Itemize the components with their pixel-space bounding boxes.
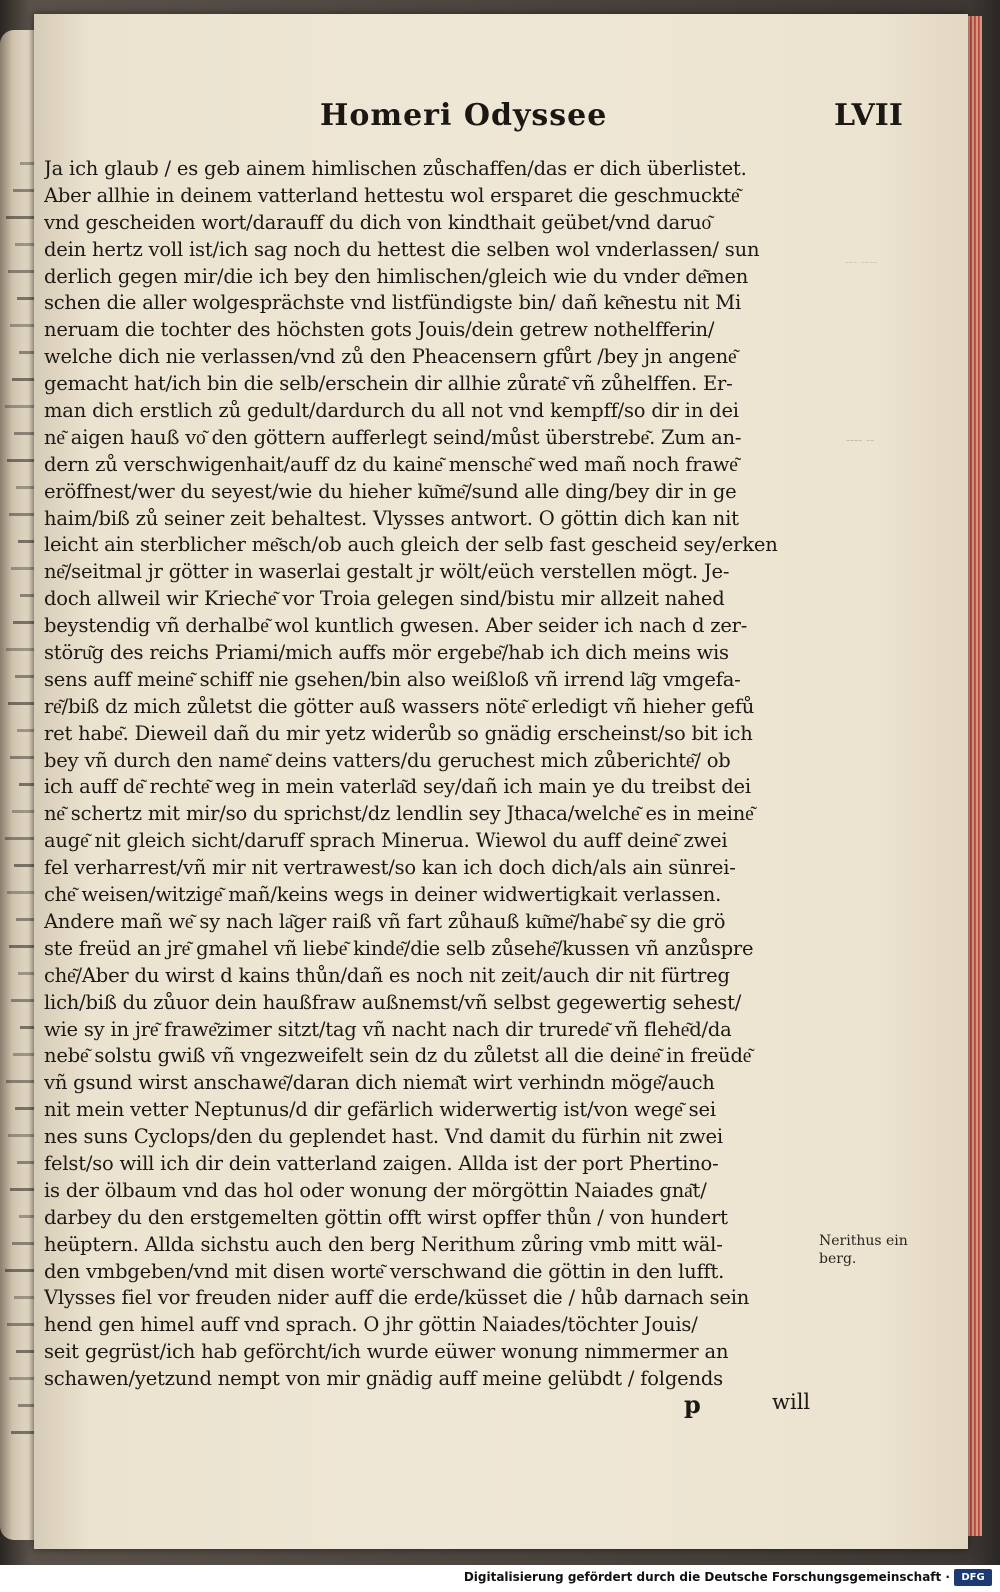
text-line: welche dich nie verlassen/vnd zů den Pheacensern gfůrt /bey jn angene͂ <box>44 345 737 369</box>
text-line: schen die aller wolgesprächste vnd listfündigste bin/ dañ ke͂nestu nit Mi <box>44 291 741 315</box>
facing-page-line <box>17 729 34 732</box>
facing-page-line <box>9 1377 34 1380</box>
text-line: ne͂/seitmal jr götter in waserlai gestalt jr wölt/eüch verstellen mögt. Je- <box>44 560 730 584</box>
text-line: den vmbgeben/vnd mit disen worte͂ verschwand die göttin in den lufft. <box>44 1259 725 1283</box>
catchword: will <box>772 1390 811 1414</box>
text-line: Vlysses fiel vor freuden nider auff die erde/küsset die / hůb darnach sein <box>44 1286 750 1310</box>
text-line: dein hertz voll ist/ich sag noch du hettest die selben wol vnderlassen/ sun <box>44 237 760 261</box>
text-line: nes suns Cyclops/den du geplendet hast. Vnd damit du fürhin nit zwei <box>44 1125 723 1149</box>
facing-page-line <box>6 216 34 219</box>
text-line: hend gen himel auff vnd sprach. O jhr göttin Naiades/töchter Jouis/ <box>44 1313 698 1337</box>
facing-page-line <box>14 1296 34 1299</box>
footer-bar <box>0 1565 1000 1592</box>
facing-page-line <box>19 783 34 786</box>
catchword-row <box>44 1390 834 1420</box>
facing-page-line <box>20 1026 34 1029</box>
facing-page-line <box>6 648 34 651</box>
text-column <box>44 156 834 1393</box>
facing-page-line <box>7 891 34 894</box>
text-line: störu͂g des reichs Priami/mich auffs mör ergebe͂/hab ich dich meins wis <box>44 641 729 665</box>
facing-page-line <box>10 1188 34 1191</box>
text-line: man dich erstlich zů gedult/dardurch du all not vnd kempff/so dir in dei <box>44 399 739 423</box>
text-line: auge͂ nit gleich sicht/daruff sprach Minerua. Wiewol du auff deine͂ zwei <box>44 829 728 853</box>
facing-page-line <box>10 756 34 759</box>
gloss-line: Nerithus ein <box>819 1233 908 1249</box>
text-line: bey vñ durch den name͂ deins vatters/du geruchest mich zůberichte͂/ ob <box>44 748 731 772</box>
facing-page-line <box>8 270 34 273</box>
facing-page-line <box>18 972 34 975</box>
text-line: seit gegrüst/ich hab geförcht/ich wurde eüwer wonung nimmermer an <box>44 1340 729 1364</box>
facing-page-line <box>8 702 34 705</box>
facing-page-line <box>18 1404 34 1407</box>
facing-page-line <box>6 1080 34 1083</box>
text-line: felst/so will ich dir dein vatterland zaigen. Allda ist der port Phertino- <box>44 1151 719 1175</box>
text-line: ste freüd an jre͂ gmahel vñ liebe͂ kinde͂/die selb zůsehe͂/kussen vñ anzůspre <box>44 936 754 960</box>
text-line: beystendig vñ derhalbe͂ wol kuntlich gwesen. Aber seider ich nach d zer- <box>44 614 748 638</box>
text-line: doch allweil wir Krieche͂ vor Troia gelegen sind/bistu mir allzeit nahed <box>44 587 725 611</box>
facing-page-line <box>13 1053 34 1056</box>
facing-page-line <box>19 351 34 354</box>
facing-page-line <box>15 1107 34 1110</box>
dfg-logo: DFG <box>954 1569 992 1586</box>
facing-page-line <box>9 513 34 516</box>
bleed-through-marks: ‐‐‐ ‐‐‐‐ <box>845 255 878 269</box>
book-page <box>34 14 968 1549</box>
text-line: is der ölbaum vnd das hol oder wonung der mörgöttin Naiades gna͂t/ <box>44 1178 707 1202</box>
text-line: derlich gegen mir/die ich bey den himlischen/gleich wie du vnder de͂men <box>44 264 749 288</box>
facing-page-line <box>16 918 34 921</box>
facing-page-line <box>13 621 34 624</box>
facing-page-line <box>8 1134 34 1137</box>
bleed-through-gloss: ‐‐‐‐ ‐‐ <box>846 433 875 447</box>
text-line: heüptern. Allda sichstu auch den berg Nerithum zůring vmb mitt wäl- <box>44 1232 723 1256</box>
facing-page-line <box>17 1161 34 1164</box>
facing-page-line <box>9 945 34 948</box>
text-line: lich/biß du zůuor dein haußfraw außnemst/vñ selbst gegewertig sehest/ <box>44 990 742 1014</box>
facing-page-line <box>12 378 34 381</box>
facing-page-line <box>17 297 34 300</box>
text-line: Ja ich glaub / es geb ainem himlischen zůschaffen/das er dich überlistet. <box>44 157 747 180</box>
facing-page-line <box>10 324 34 327</box>
text-line: che͂/Aber du wirst d kains thůn/dañ es noch nit zeit/auch dir nit fürtreg <box>44 963 730 987</box>
text-line: vñ gsund wirst anschawe͂/daran dich niema͂t wirt verhindn möge͂/auch <box>44 1071 715 1095</box>
facing-page-line <box>15 675 34 678</box>
text-line: nebe͂ solstu gwiß vñ vngezweifelt sein dz du zůletst all die deine͂ in freüde͂ <box>44 1044 752 1068</box>
folio-number: LVII <box>834 98 903 133</box>
signature-mark: p <box>684 1390 701 1419</box>
facing-page-line <box>11 567 34 570</box>
text-line: haim/biß zů seiner zeit behaltest. Vlysses antwort. O göttin dich kan nit <box>44 506 739 530</box>
page-header <box>34 98 968 142</box>
facing-page-line <box>11 999 34 1002</box>
text-line: ne͂ aigen hauß vo͂ den göttern aufferlegt seind/můst überstrebe͂. Zum an- <box>44 425 742 449</box>
facing-page-line <box>20 594 34 597</box>
facing-page-line <box>14 864 34 867</box>
gloss-line: berg. <box>819 1251 857 1267</box>
facing-page-line <box>5 837 34 840</box>
margin-gloss-nerithus <box>819 1232 908 1268</box>
text-line: vnd gescheiden wort/darauff du dich von kindthait geübet/vnd daruo͂ <box>44 210 712 234</box>
text-line: sens auff meine͂ schiff nie gsehen/bin also weißloß vñ irrend la͂g vmgefa- <box>44 667 741 691</box>
text-line: che͂ weisen/witzige͂ mañ/keins wegs in deiner widwertigkait verlassen. <box>44 883 722 907</box>
text-line: darbey du den erstgemelten göttin offt wirst opffer thůn / von hundert <box>44 1205 728 1229</box>
facing-page-line <box>16 1350 34 1353</box>
facing-page-line <box>19 1215 34 1218</box>
facing-page-fragment <box>0 30 36 1540</box>
facing-page-line <box>5 405 34 408</box>
facing-page-line <box>11 1431 34 1434</box>
facing-page-line <box>15 243 34 246</box>
facing-page-line <box>16 486 34 489</box>
facing-page-line <box>14 432 34 435</box>
facing-page-line <box>13 189 34 192</box>
text-line: re͂/biß dz mich zůletst die götter auß wassers nöte͂ erledigt vñ hieher gefů <box>44 694 755 718</box>
facing-page-line <box>5 1269 34 1272</box>
text-line: eröffnest/wer du seyest/wie du hieher ku͂me͂/sund alle ding/bey dir in ge <box>44 479 737 503</box>
text-line: gemacht hat/ich bin die selb/erschein dir allhie zůrate͂ vñ zůhelffen. Er- <box>44 372 733 396</box>
funding-credit: Digitalisierung gefördert durch die Deutsche Forschungsgemeinschaft · <box>463 1570 950 1584</box>
facing-page-line <box>20 162 34 165</box>
text-line: neruam die tochter des höchsten gots Jouis/dein getrew nothelfferin/ <box>44 318 715 342</box>
text-line: ret habe͂. Dieweil dañ du mir yetz widerůb so gnädig erscheinst/so bit ich <box>44 721 753 745</box>
text-line: leicht ain sterblicher me͂sch/ob auch gleich der selb fast gescheid sey/erken <box>44 533 778 557</box>
text-line: Aber allhie in deinem vatterland hettestu wol ersparet die geschmuckte͂ <box>44 183 740 207</box>
text-line: ne͂ schertz mit mir/so du sprichst/dz lendlin sey Jthaca/welche͂ es in meine͂ <box>44 802 754 826</box>
text-line: fel verharrest/vñ mir nit vertrawest/so kan ich doch dich/als ain sünrei- <box>44 856 736 880</box>
text-line: schawen/yetzund nempt von mir gnädig auff meine gelübdt / folgends <box>44 1367 723 1391</box>
text-line: ich auff de͂ rechte͂ weg in mein vaterla͂d sey/dañ ich main ye du treibst dei <box>44 775 751 799</box>
text-line: nit mein vetter Neptunus/d dir gefärlich widerwertig ist/von wege͂ sei <box>44 1098 716 1122</box>
facing-page-line <box>7 1323 34 1326</box>
facing-page-line <box>18 540 34 543</box>
facing-page-line <box>7 459 34 462</box>
text-line: wie sy in jre͂ frawe͂zimer sitzt/tag vñ nacht nach dir trurede͂ vñ flehe͂d/da <box>44 1017 732 1041</box>
running-title: Homeri Odyssee <box>320 98 608 133</box>
facing-page-line <box>12 1242 34 1245</box>
text-line: dern zů verschwigenhait/auff dz du kaine͂ mensche͂ wed mañ noch frawe͂ <box>44 452 738 476</box>
text-line: Andere mañ we͂ sy nach la͂ger raiß vñ fart zůhauß ku͂me͂/habe͂ sy die grö <box>44 909 726 933</box>
facing-page-line <box>12 810 34 813</box>
